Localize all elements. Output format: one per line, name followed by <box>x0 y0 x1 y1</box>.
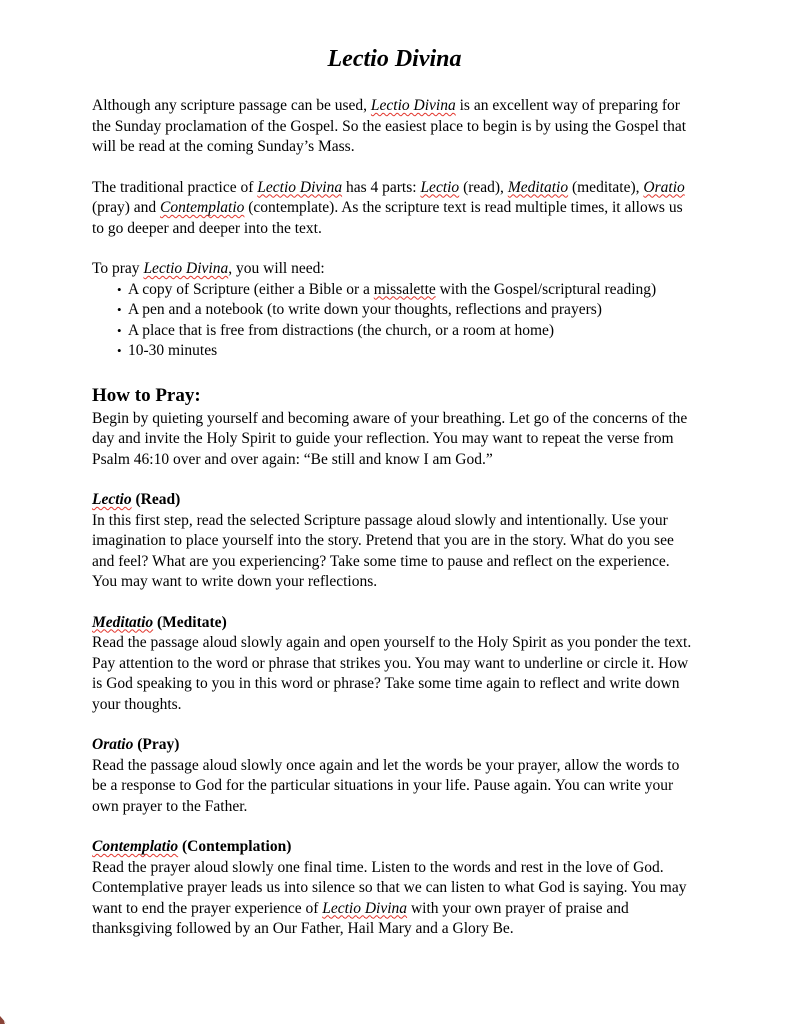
text-segment: Lectio Divina <box>322 899 408 917</box>
text-segment: , you will need: <box>228 260 325 277</box>
section-body-meditatio <box>92 633 697 715</box>
section-contemplatio <box>92 837 697 940</box>
section-oratio <box>92 735 697 817</box>
text-segment: In this first step, read the selected Scripture passage aloud slowly and intentionally. Use your imagination to place yourself into the story. Pretend that you are in the story. What do you see and feel? What are you experiencing? Take some time to pause and reflect on the experience. You may want to write down your reflections. <box>92 511 674 590</box>
how-to-pray-heading: How to Pray: <box>92 384 201 406</box>
text-segment: To pray <box>92 260 144 277</box>
section-meditatio <box>92 613 697 716</box>
text-segment: Meditatio <box>92 613 154 631</box>
text-segment: Lectio Divina <box>257 178 343 196</box>
text-segment: Read the passage aloud slowly once again and let the words be your prayer, allow the words to be a response to God for the particular situations in your life. Pause again. You can write your own prayer to the Father. <box>92 756 680 815</box>
text-segment: A pen and a notebook (to write down your thoughts, reflections and prayers) <box>128 301 602 318</box>
section-heading-lectio <box>92 490 697 511</box>
section-heading-meditatio <box>92 613 697 634</box>
text-segment: Lectio <box>92 491 132 508</box>
text-segment: with the Gospel/scriptural reading) <box>435 280 657 298</box>
materials-list-item <box>117 321 697 342</box>
materials-list-item <box>117 300 697 321</box>
text-segment: Begin by quieting yourself and becoming aware of your breathing. Let go of the concerns of the day and invite the Holy Spirit to guide your reflection. You may want to repeat the verse from Psalm 46:10 over and over again: “Be still and know I am God.” <box>92 409 688 468</box>
text-segment: (meditate), <box>568 178 644 196</box>
text-segment: 10-30 minutes <box>128 342 218 359</box>
text-segment: Oratio <box>92 736 134 753</box>
text-segment: Lectio <box>420 178 460 196</box>
materials-list <box>92 280 697 362</box>
text-segment: A copy of Scripture (either a Bible or a <box>128 280 374 298</box>
text-segment: Oratio <box>643 178 685 196</box>
section-body-contemplatio <box>92 858 697 940</box>
text-segment: (Pray) <box>133 736 180 753</box>
section-body-oratio <box>92 756 697 818</box>
text-segment: missalette <box>373 280 436 298</box>
text-segment: (pray) and <box>92 199 160 216</box>
section-heading-contemplatio <box>92 837 697 858</box>
text-segment: Although any scripture passage can be used, <box>92 97 371 114</box>
materials-list-item <box>117 341 697 362</box>
text-segment: (Meditate) <box>153 613 227 631</box>
page-corner-artifact <box>0 1016 7 1024</box>
materials-intro-paragraph <box>92 259 697 280</box>
text-segment: is an excellent way of preparing for the Sunday proclamation of the Gospel. So the easiest place to begin is by using the Gospel that will be read at the coming Sunday’s Mass. <box>92 97 687 155</box>
document-title: Lectio Divina <box>327 46 462 72</box>
text-segment: (Read) <box>131 491 181 508</box>
materials-list-item <box>117 280 697 301</box>
how-to-pray-paragraph <box>92 409 697 471</box>
text-segment: Contemplatio <box>160 199 245 216</box>
text-segment: (read), <box>459 178 508 196</box>
text-segment: Lectio Divina <box>370 97 456 114</box>
text-segment: Read the prayer aloud slowly one final time. Listen to the words and rest in the love of God. Contemplative prayer leads us into silence so that we can listen to what God is saying. You may want to end the prayer experience of <box>92 858 687 917</box>
text-segment: (contemplate). As the scripture text is read multiple times, it allows us to go deeper and deeper into the text. <box>92 199 683 237</box>
section-heading-oratio <box>92 735 697 756</box>
text-segment: A place that is free from distractions (the church, or a room at home) <box>128 321 555 339</box>
text-segment: has 4 parts: <box>342 178 421 196</box>
text-segment: (Contemplation) <box>178 838 292 855</box>
text-segment: with your own prayer of praise and thanksgiving followed by an Our Father, Hail Mary and a Glory Be. <box>92 899 629 937</box>
section-lectio <box>92 490 697 593</box>
text-segment: Read the passage aloud slowly again and open yourself to the Holy Spirit as you ponder the text. Pay attention to the word or phrase that strikes you. You may want to underline or circle it. How is God speaking to you in this word or phrase? Take some time again to reflect and write down your thoughts. <box>92 634 692 713</box>
intro-paragraph <box>92 96 697 158</box>
text-segment: Contemplatio <box>92 838 179 855</box>
four-parts-paragraph <box>92 178 697 240</box>
text-segment: Meditatio <box>507 178 569 196</box>
text-segment: The traditional practice of <box>92 178 258 196</box>
text-segment: Lectio Divina <box>143 260 229 277</box>
section-body-lectio <box>92 511 697 593</box>
